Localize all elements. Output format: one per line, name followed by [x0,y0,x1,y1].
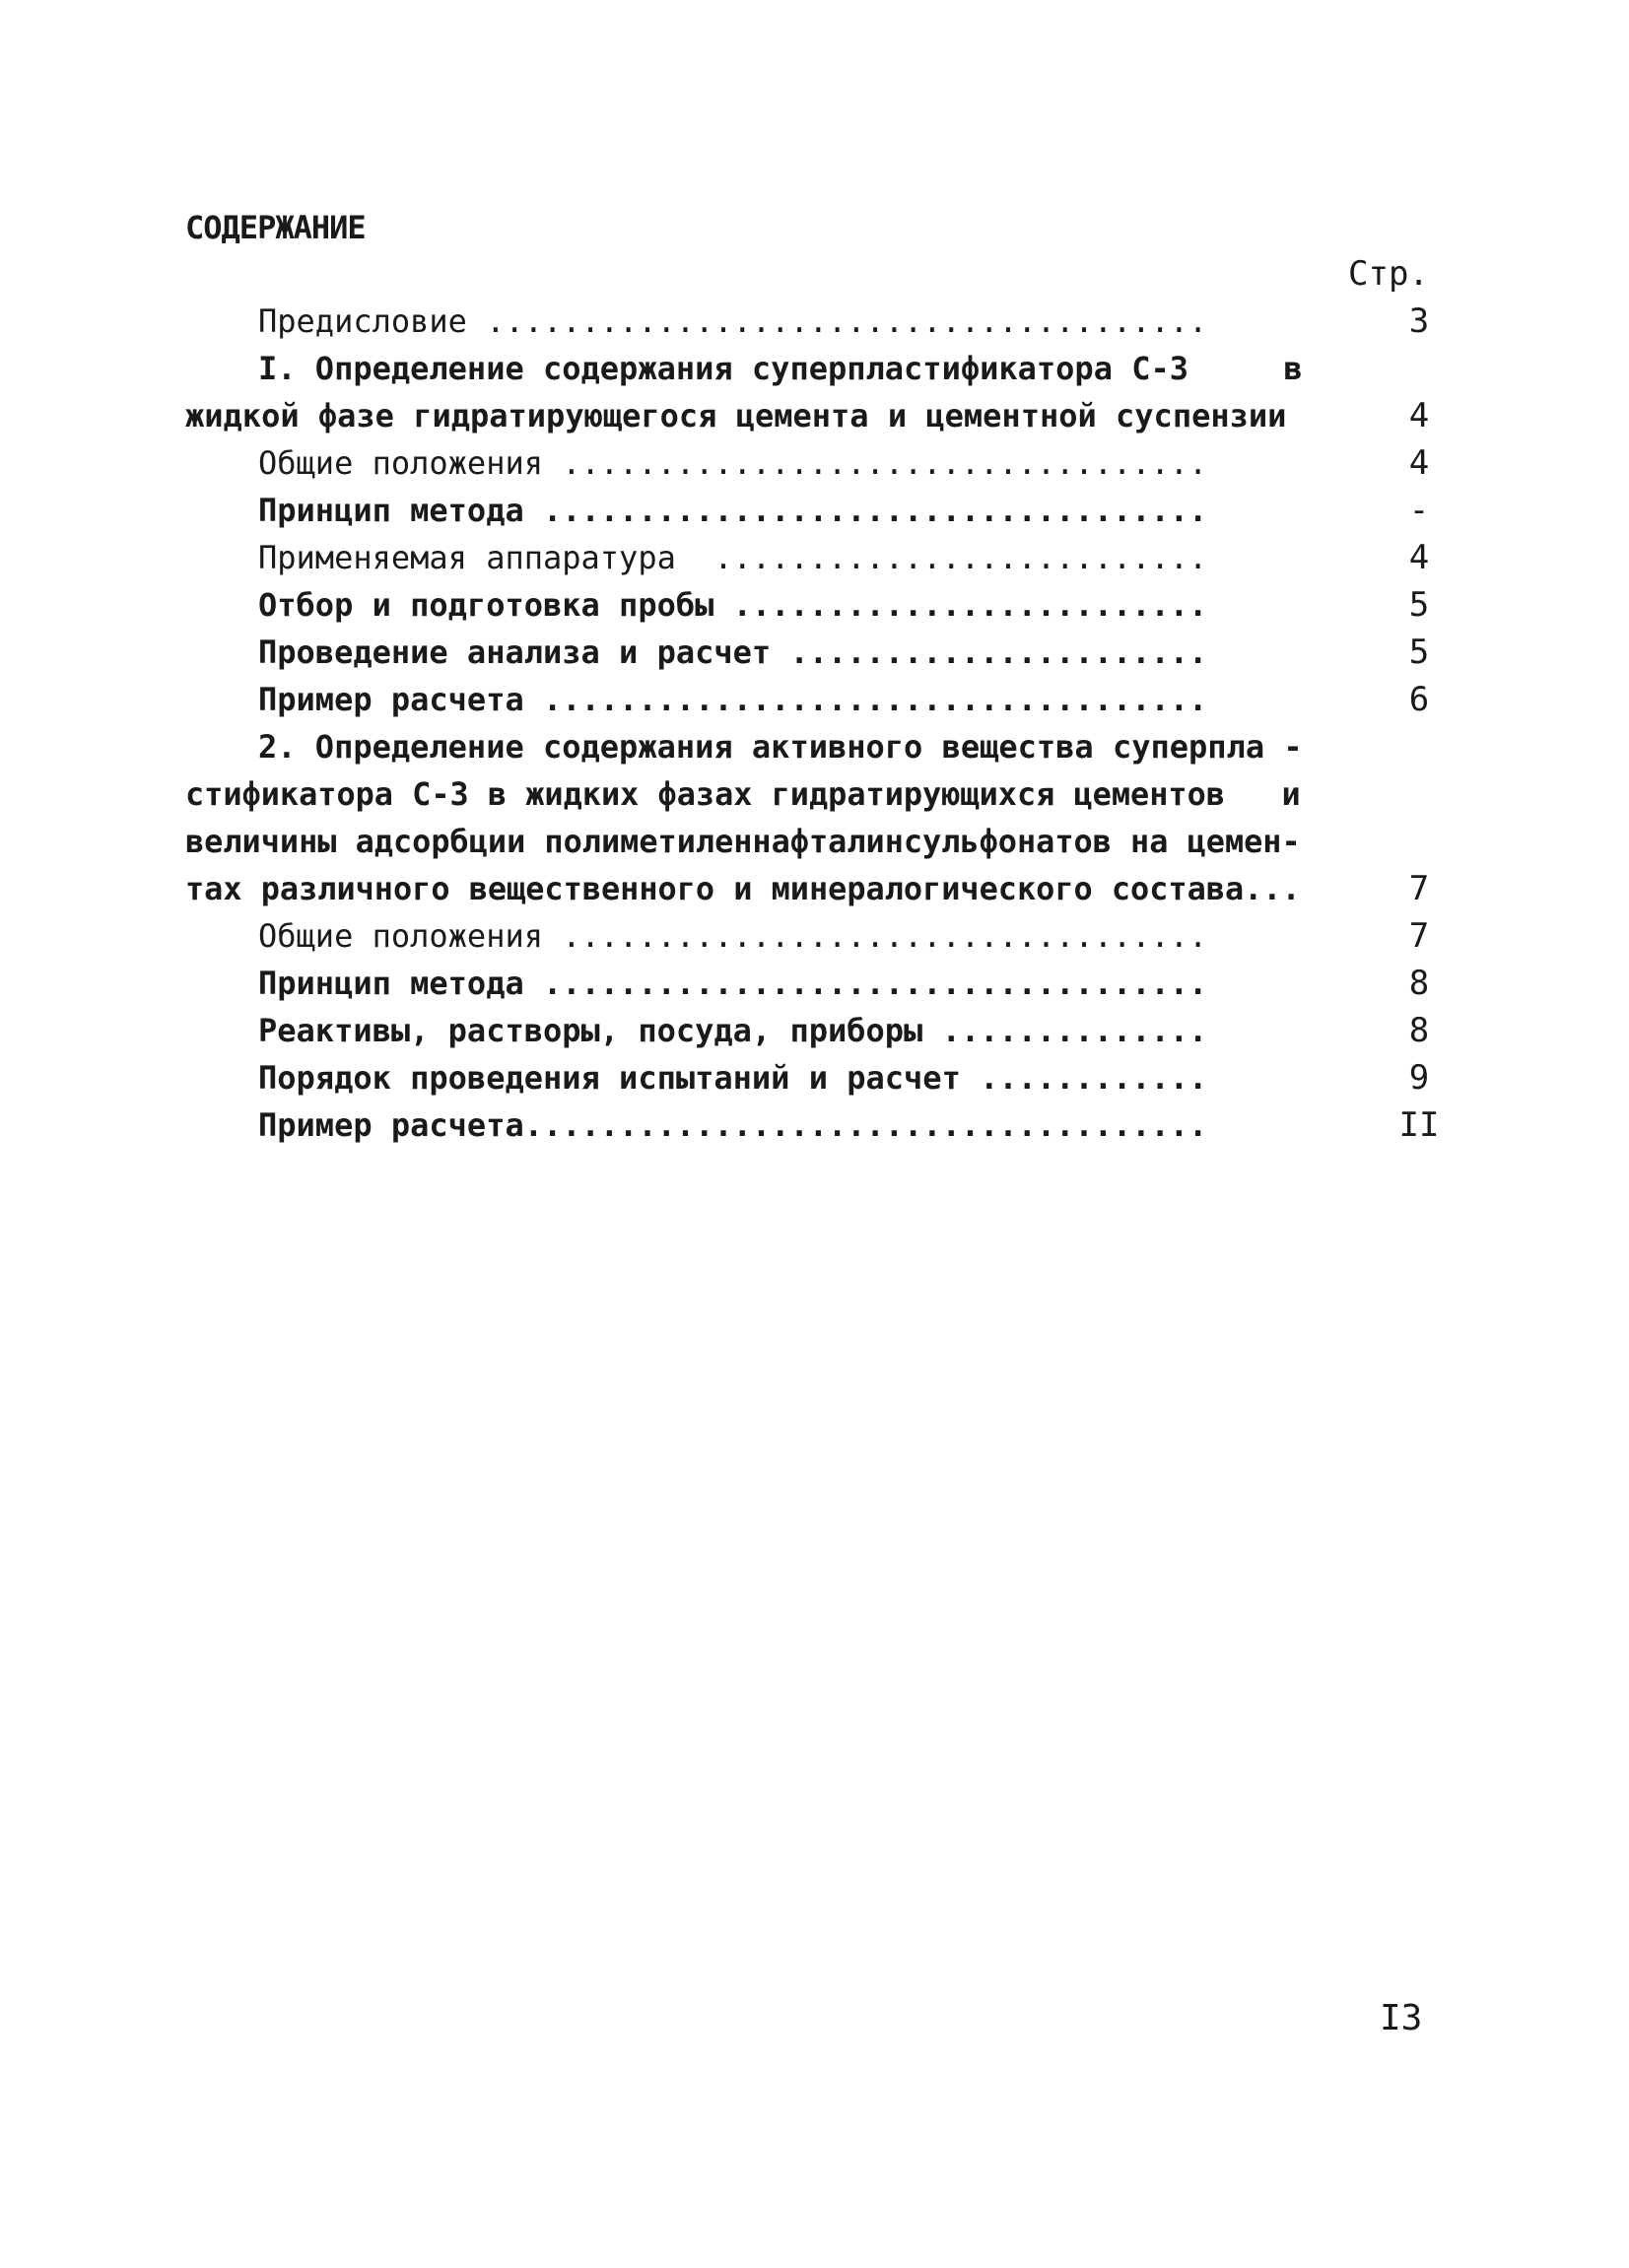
toc-entry-text: I. Определение содержания суперпластификатора С-3 в [258,350,1303,387]
toc-entry-text: 2. Определение содержания активного вещества суперпла - [258,728,1303,766]
toc-entry-page: 3 [1408,301,1430,341]
toc-entry-section-1-title-cont [185,396,1301,435]
toc-entry-method-principle [258,491,1301,530]
toc-entry-text: Общие положения .................................. [258,917,1208,955]
toc-entry-calc-example-2 [258,1105,1301,1145]
toc-entry-text: величины адсорбции полиметиленнафталинсульфонатов на цемен- [185,823,1301,860]
toc-entry-reagents [258,1011,1301,1050]
toc-entry-page: 4 [1408,443,1430,483]
toc-entry-calc-example [258,680,1301,719]
toc-entry-sampling [258,585,1301,625]
toc-entry-text: Предисловие ...................................... [258,302,1208,340]
toc-entry-text: Пример расчета.................................... [258,1106,1208,1144]
toc-entry-page: II [1398,1105,1440,1145]
toc-entry-method-principle-2 [258,964,1301,1003]
toc-entry-section-2-title-cont [185,869,1301,908]
toc-entry-page: 6 [1408,680,1430,719]
toc-entry-text: тах различного вещественного и минералогического состава... [185,870,1301,907]
toc-heading: СОДЕРЖАНИЕ [185,209,366,246]
toc-entry-general-provisions-2 [258,916,1301,956]
toc-entry-text: жидкой фазе гидратирующегося цемента и цементной суспензии [185,397,1287,434]
toc-entry-text: Принцип метода ................................... [258,965,1208,1002]
toc-entry-analysis [258,633,1301,672]
toc-entry-text: Принцип метода ................................... [258,492,1208,529]
toc-entry-page: - [1408,491,1430,530]
toc-entry-text: Проведение анализа и расчет ...................... [258,634,1208,671]
toc-entry-page: 4 [1408,396,1430,435]
page-number: I3 [1380,1998,1423,2038]
toc-entry-section-1-title [258,349,1323,388]
toc-entry-equipment [258,538,1301,577]
toc-entry-text: Общие положения .................................. [258,444,1208,482]
toc-entry-text: Реактивы, растворы, посуда, приборы .............. [258,1012,1208,1049]
toc-entry-text: Отбор и подготовка пробы ......................... [258,586,1208,624]
toc-entry-page: 9 [1408,1058,1430,1098]
toc-entry-page: 7 [1408,916,1430,956]
toc-entry-page: 5 [1408,585,1430,625]
toc-entry-text: стификатора С-3 в жидких фазах гидратирующихся цементов и [185,775,1301,813]
toc-entry-page: 8 [1408,1011,1430,1050]
toc-entry-section-2-title-cont [185,774,1301,814]
toc-entry-test-procedure [258,1058,1301,1098]
toc-entry-page: 4 [1408,538,1430,577]
toc-entry-section-2-title [258,727,1362,767]
toc-entry-text: Пример расчета ................................... [258,681,1208,718]
toc-entry-text: Применяемая аппаратура .......................... [258,539,1208,576]
page-column-label: Стр. [1348,254,1429,294]
toc-entry-preface [258,301,1301,341]
toc-entry-section-2-title-cont [185,822,1301,861]
toc-entry-page: 7 [1408,869,1430,908]
toc-entry-page: 8 [1408,964,1430,1003]
toc-entry-page: 5 [1408,633,1430,672]
toc-entry-text: Порядок проведения испытаний и расчет ............ [258,1059,1208,1097]
toc-entry-general-provisions [258,443,1301,483]
